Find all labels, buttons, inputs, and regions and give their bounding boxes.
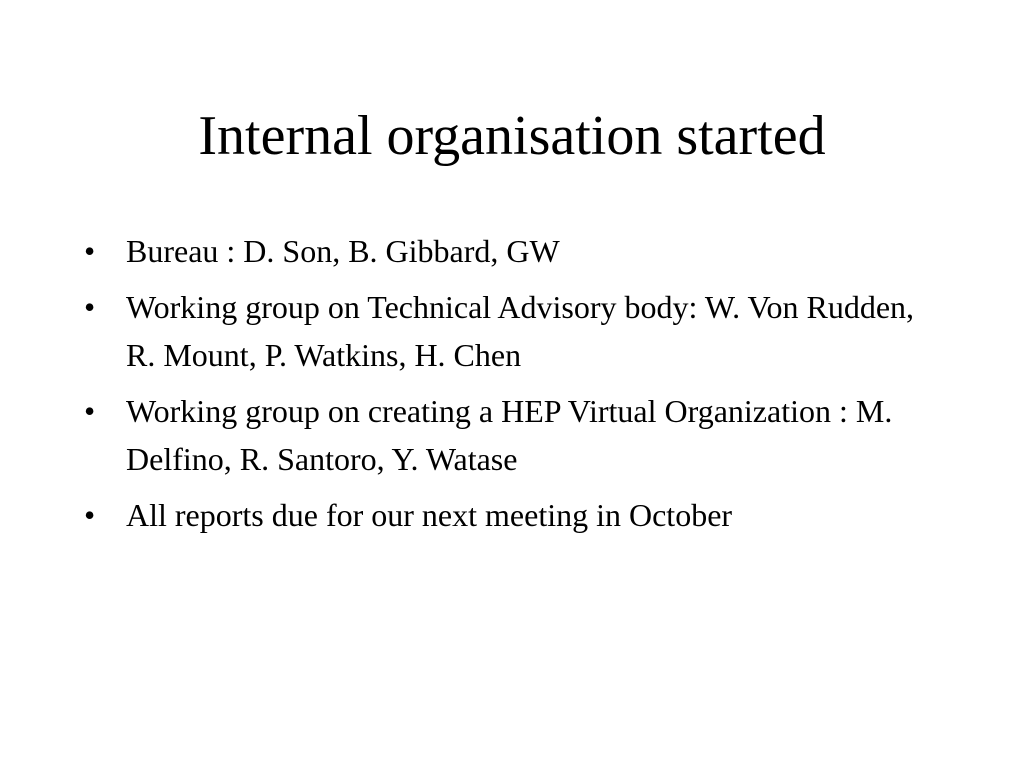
bullet-marker: • [84,393,96,429]
bullet-marker: • [84,289,96,325]
bullet-text: Bureau : D. Son, B. Gibbard, GW [126,233,560,269]
bullet-text: Working group on Technical Advisory body: W. Von Rudden, R. Mount, P. Watkins, H. Chen [126,289,915,373]
bullet-item [84,227,964,275]
bullet-list [84,227,964,547]
slide-title: Internal organisation started [198,105,826,167]
bullet-text: Working group on creating a HEP Virtual Organization : M. Delfino, R. Santoro, Y. Watase [126,393,893,477]
bullet-item [84,491,964,539]
bullet-text: All reports due for our next meeting in October [126,497,733,533]
bullet-marker: • [84,233,96,269]
bullet-item [84,283,964,379]
bullet-item [84,387,964,483]
bullet-marker: • [84,497,96,533]
